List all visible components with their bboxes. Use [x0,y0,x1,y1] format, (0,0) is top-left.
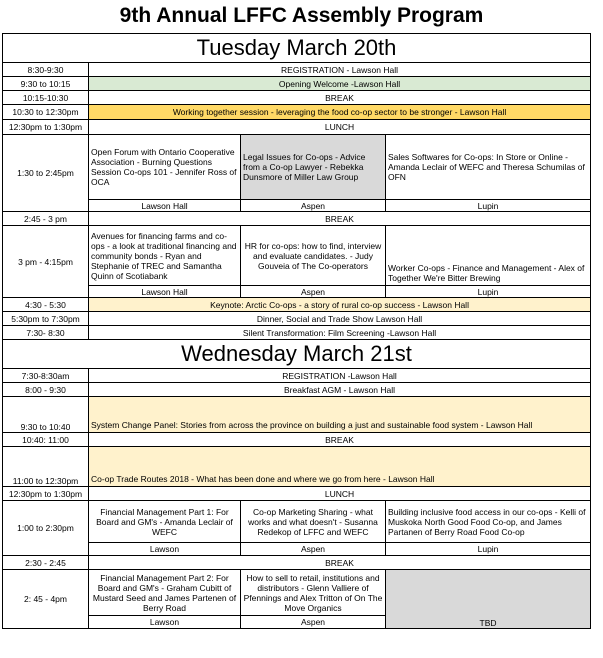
table-row [3,212,591,226]
room-cell: Lawson [89,543,241,556]
session-cell: Avenues for financing farms and co-ops - a look at traditional financing and community bonds - Ryan and Stephanie of TREC and Samantha Quinn of Scotiabank [89,226,241,286]
room-cell: Lupin [386,200,591,212]
time-cell: 4:30 - 5:30 [3,298,89,312]
room-cell: Lawson [89,616,241,629]
session-cell: Worker Co-ops - Finance and Management - Alex of Together We're Bitter Brewing [386,226,591,286]
table-row [3,200,591,212]
day-heading-row [3,34,591,63]
room-cell: Lupin [386,543,591,556]
time-cell: 1:30 to 2:45pm [3,135,89,212]
session-cell: How to sell to retail, institutions and distributors - Glenn Valliere of Pfennings and Alex Tritton of On The Move Organics [241,570,386,616]
time-cell: 7:30-8:30am [3,369,89,383]
room-cell: Lawson Hall [89,200,241,212]
table-row [3,501,591,543]
time-cell: 2:45 - 3 pm [3,212,89,226]
table-row [3,369,591,383]
event-cell: BREAK [89,556,591,570]
time-cell: 12:30pm to 1:30pm [3,120,89,135]
day2-heading: Wednesday March 21st [3,340,591,369]
event-cell: BREAK [89,212,591,226]
table-row [3,312,591,326]
time-cell: 5:30pm to 7:30pm [3,312,89,326]
room-cell: Aspen [241,543,386,556]
day1-heading: Tuesday March 20th [3,34,591,63]
session-cell: Financial Management Part 1: For Board and GM's - Amanda Leclair of WEFC [89,501,241,543]
room-cell: Aspen [241,616,386,629]
time-cell: 8:00 - 9:30 [3,383,89,397]
event-cell: REGISTRATION -Lawson Hall [89,369,591,383]
table-row [3,226,591,286]
table-row [3,487,591,501]
table-row [3,77,591,91]
program-table [2,33,591,629]
session-cell: Building inclusive food access in our co-ops - Kelli of Muskoka North Good Food Co-op, and James Partanen of Berry Road Food Co-op [386,501,591,543]
session-cell: Sales Softwares for Co-ops: In Store or Online - Amanda Leclair of WEFC and Theresa Schumilas of OFN [386,135,591,200]
day-heading-row [3,340,591,369]
event-cell: Opening Welcome -Lawson Hall [89,77,591,91]
event-cell: BREAK [89,433,591,447]
table-row [3,120,591,135]
table-row [3,286,591,298]
table-row [3,298,591,312]
page-title: 9th Annual LFFC Assembly Program [119,4,484,27]
session-cell: Legal Issues for Co-ops - Advice from a Co-op Lawyer - Rebekka Dunsmore of Miller Law Group [241,135,386,200]
session-cell: Financial Management Part 2: For Board and GM's - Graham Cubitt of Mustard Seed and James Partenen of Berry Road [89,570,241,616]
time-cell: 12:30pm to 1:30pm [3,487,89,501]
table-row [3,433,591,447]
event-cell: Silent Transformation: Film Screening -Lawson Hall [89,326,591,340]
session-cell: Open Forum with Ontario Cooperative Association - Burning Questions Session Co-ops 101 - Jennifer Ross of OCA [89,135,241,200]
time-cell: 10:40: 11:00 [3,433,89,447]
time-cell: 10:30 to 12:30pm [3,105,89,120]
time-cell: 3 pm - 4:15pm [3,226,89,298]
event-cell: System Change Panel: Stories from across the province on building a just and sustainable food system - Lawson Hall [89,397,591,433]
table-row [3,135,591,200]
event-cell: Breakfast AGM - Lawson Hall [89,383,591,397]
time-cell: 2:30 - 2:45 [3,556,89,570]
time-cell: 7:30- 8:30 [3,326,89,340]
event-cell: Working together session - leveraging the food co-op sector to be stronger - Lawson Hall [89,105,591,120]
table-row [3,63,591,77]
room-cell: Lupin [386,286,591,298]
table-row [3,570,591,616]
table-row [3,556,591,570]
session-cell: Co-op Marketing Sharing - what works and what doesn't - Susanna Redekop of LFFC and WEFC [241,501,386,543]
table-row [3,543,591,556]
time-cell: 11:00 to 12:30pm [3,447,89,487]
room-cell: Aspen [241,200,386,212]
event-cell: Keynote: Arctic Co-ops - a story of rural co-op success - Lawson Hall [89,298,591,312]
table-row [3,383,591,397]
time-cell: 9:30 to 10:40 [3,397,89,433]
table-row [3,447,591,487]
event-cell: REGISTRATION - Lawson Hall [89,63,591,77]
time-cell: 2: 45 - 4pm [3,570,89,629]
time-cell: 9:30 to 10:15 [3,77,89,91]
room-cell: Lawson Hall [89,286,241,298]
event-cell: LUNCH [89,120,591,135]
table-row [3,105,591,120]
table-row [3,326,591,340]
table-row [3,91,591,105]
time-cell: 8:30-9:30 [3,63,89,77]
room-cell: Aspen [241,286,386,298]
session-cell: HR for co-ops: how to find, interview and evaluate candidates. - Judy Gouveia of The Co-operators [241,226,386,286]
table-row [3,397,591,433]
event-cell: BREAK [89,91,591,105]
tbd-cell: TBD [386,570,591,629]
time-cell: 10:15-10:30 [3,91,89,105]
event-cell: Co-op Trade Routes 2018 - What has been done and where we go from here - Lawson Hall [89,447,591,487]
event-cell: Dinner, Social and Trade Show Lawson Hall [89,312,591,326]
event-cell: LUNCH [89,487,591,501]
time-cell: 1:00 to 2:30pm [3,501,89,556]
